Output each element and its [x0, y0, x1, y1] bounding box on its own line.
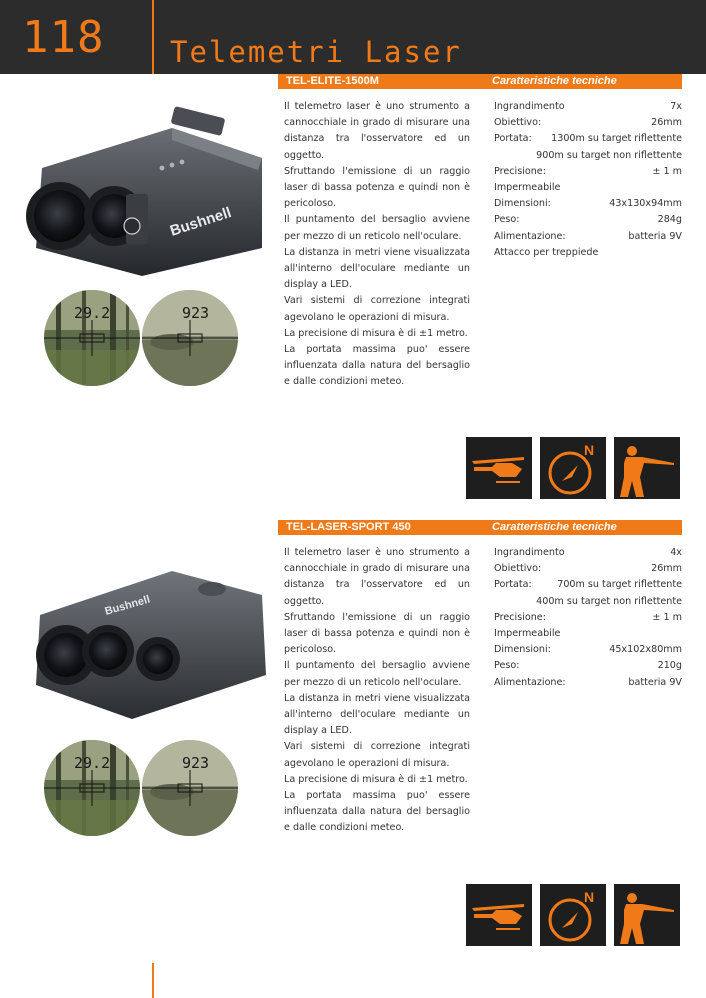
spec-row: [494, 610, 682, 626]
helicopter-icon: [466, 437, 532, 499]
description-paragraph: Il telemetro laser è uno strumento a cannocchiale in grado di misurare una distanza tra l'osservatore ed un oggetto.: [284, 547, 470, 607]
spec-row: [494, 131, 682, 147]
brand-logo: Bushnell: [167, 204, 234, 240]
product-title-bar: [278, 74, 682, 89]
spec-row: [494, 577, 682, 593]
spec-label: Dimensioni:: [494, 644, 551, 656]
spec-label: Obiettivo:: [494, 117, 542, 129]
specs-heading: Caratteristiche tecniche: [492, 521, 617, 533]
spec-value-extra: 400m su target non riflettente: [536, 595, 682, 607]
spec-row: [494, 561, 682, 577]
spec-value: 700m su target riflettente: [557, 579, 682, 591]
page-number: 118: [22, 12, 105, 63]
icon-tile: [466, 437, 532, 499]
scope-view-right: [142, 740, 238, 836]
rangefinder-elite-photo: [22, 98, 272, 288]
spec-row: [494, 545, 682, 561]
scope-view-right: [142, 290, 238, 386]
spec-row: [494, 245, 682, 261]
spec-row: [494, 626, 682, 642]
description-paragraph: Vari sistemi di correzione integrati agevolano le operazioni di misura.: [284, 295, 470, 323]
spec-row: [494, 99, 682, 115]
product-title-bar: [278, 520, 682, 535]
description-paragraph: La portata massima puo' essere influenzata dalla natura del bersaglio e dalle condizioni meteo.: [284, 790, 470, 834]
product-description: [284, 99, 470, 391]
spec-row: [494, 642, 682, 658]
spec-row: [494, 229, 682, 245]
spec-label: Peso:: [494, 660, 520, 672]
page-header: [0, 0, 706, 74]
compass-icon: [540, 437, 606, 499]
spec-label: Obiettivo:: [494, 563, 542, 575]
spec-row: [494, 212, 682, 228]
spec-row: [494, 164, 682, 180]
icon-tile: [614, 884, 680, 946]
description-paragraph: La distanza in metri viene visualizzata all'interno dell'oculare mediante un display a LED.: [284, 246, 470, 291]
description-paragraph: Vari sistemi di correzione integrati agevolano le operazioni di misura.: [284, 741, 470, 769]
description-paragraph: La precisione di misura è di ±1 metro.: [284, 327, 468, 339]
helicopter-icon: [466, 884, 532, 946]
description-paragraph: Sfruttando l'emissione di un raggio laser di bassa potenza e quindi non è pericoloso.: [284, 165, 470, 210]
footer-divider: [152, 963, 154, 998]
scope-view-left: [44, 740, 140, 836]
spec-label: Precisione:: [494, 165, 546, 177]
spec-row: [494, 658, 682, 674]
brand-logo: Bushnell: [103, 593, 152, 618]
spec-value: 4x: [670, 547, 682, 558]
spec-row: [494, 180, 682, 196]
spec-value: ± 1 m: [652, 611, 682, 623]
spec-list: [494, 99, 682, 261]
spec-label: Peso:: [494, 214, 520, 226]
spec-row: [494, 196, 682, 212]
spec-label: Impermeabile: [494, 628, 561, 640]
description-paragraph: La precisione di misura è di ±1 metro.: [284, 773, 468, 785]
spec-label: Impermeabile: [494, 182, 561, 194]
spec-row: [494, 115, 682, 131]
scope-reading: 29.2: [74, 304, 111, 322]
spec-label: Alimentazione:: [494, 230, 566, 242]
spec-label: Portata:: [494, 579, 532, 591]
spec-value: 26mm: [651, 563, 682, 575]
spec-value: 7x: [670, 101, 682, 112]
spec-label: Dimensioni:: [494, 198, 551, 210]
spec-label: Ingrandimento: [494, 547, 565, 558]
spec-value: 1300m su target riflettente: [551, 133, 682, 145]
icon-tile: [540, 437, 606, 499]
icon-tile: [614, 437, 680, 499]
spec-value: 210g: [657, 660, 682, 672]
specs-heading: Caratteristiche tecniche: [492, 75, 617, 87]
icon-tile: [540, 884, 606, 946]
icon-tile: [466, 884, 532, 946]
header-divider: [152, 0, 154, 74]
product-model: TEL-LASER-SPORT 450: [286, 521, 411, 533]
page-title: Telemetri Laser: [170, 35, 462, 69]
spec-label: Ingrandimento: [494, 101, 565, 112]
description-paragraph: La distanza in metri viene visualizzata all'interno dell'oculare mediante un display a LED.: [284, 692, 470, 737]
compass-icon: [540, 884, 606, 946]
product-model: TEL-ELITE-1500M: [286, 75, 379, 87]
spec-value: batteria 9V: [628, 676, 682, 688]
description-paragraph: La portata massima puo' essere influenzata dalla natura del bersaglio e dalle condizioni meteo.: [284, 344, 470, 388]
spec-row: [494, 675, 682, 691]
scope-view-left: [44, 290, 140, 386]
description-paragraph: Il telemetro laser è uno strumento a cannocchiale in grado di misurare una distanza tra l'osservatore ed un oggetto.: [284, 101, 470, 161]
spec-value: 26mm: [651, 117, 682, 129]
description-paragraph: Sfruttando l'emissione di un raggio laser di bassa potenza e quindi non è pericoloso.: [284, 611, 470, 656]
product-description: [284, 545, 470, 837]
hunter-icon: [614, 884, 680, 946]
spec-list: [494, 545, 682, 691]
spec-value: 43x130x94mm: [609, 198, 682, 210]
hunter-icon: [614, 437, 680, 499]
scope-reading: 29.2: [74, 754, 111, 772]
scope-reading: 923: [182, 754, 210, 772]
spec-value: batteria 9V: [628, 230, 682, 242]
spec-value: 284g: [657, 214, 682, 226]
spec-value: 45x102x80mm: [609, 644, 682, 656]
description-paragraph: Il puntamento del bersaglio avviene per mezzo di un reticolo nell'oculare.: [284, 660, 470, 688]
spec-value: ± 1 m: [652, 165, 682, 177]
spec-label: Attacco per treppiede: [494, 246, 599, 258]
spec-label: Alimentazione:: [494, 676, 566, 688]
spec-value-extra: 900m su target non riflettente: [536, 149, 682, 161]
description-paragraph: Il puntamento del bersaglio avviene per mezzo di un reticolo nell'oculare.: [284, 214, 470, 242]
scope-reading: 923: [182, 304, 210, 322]
compass-letter: N: [584, 889, 595, 905]
compass-letter: N: [584, 442, 595, 458]
spec-label: Portata:: [494, 133, 532, 145]
spec-label: Precisione:: [494, 611, 546, 623]
rangefinder-sport-photo: [22, 555, 274, 725]
